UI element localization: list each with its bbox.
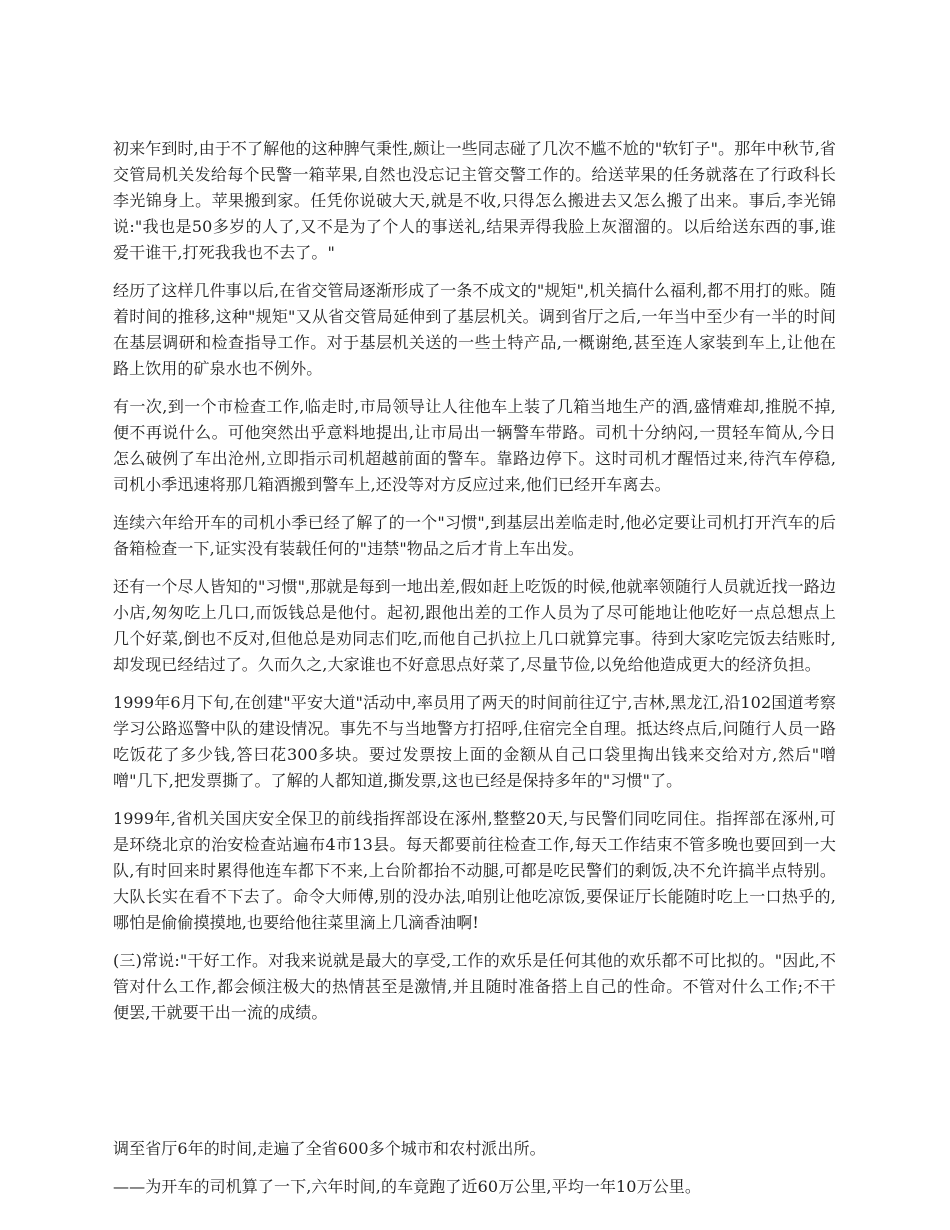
paragraph-7: 1999年,省机关国庆安全保卫的前线指挥部设在涿州,整整20天,与民警们同吃同住。指挥部在涿州,可是环绕北京的治安检查站遍布4市13县。每天都要前往检查工作,每天工作结束不管多晚也要回到一大队,有时回来时累得他连车都下不来,上台阶都抬不动腿,可都是吃民警们的剩饭,决不允许搞半点特别。大队长实在看不下去了。命令大师傅,别的没办法,咱别让他吃凉饭,要保证厅长能随时吃上一口热乎的,哪怕是偷偷摸摸地,也要给他往菜里滴上几滴香油啊! <box>113 809 836 932</box>
tail-paragraph-2: ——为开车的司机算了一下,六年时间,的车竟跑了近60万公里,平均一年10万公里。 <box>113 1177 701 1196</box>
paragraph-6: 1999年6月下旬,在创建"平安大道"活动中,率员用了两天的时间前往辽宁,吉林,黑龙江,沿102国道考察学习公路巡警中队的建设情况。事先不与当地警方打招呼,住宿完全自理。抵达终点后,问随行人员一路吃饭花了多少钱,答曰花300多块。要过发票按上面的金额从自己口袋里掏出钱来交给对方,然后"噌噌"几下,把发票撕了。了解的人都知道,撕发票,这也已经是保持多年的"习惯"了。 <box>113 693 836 790</box>
tail-paragraph-1: 调至省厅6年的时间,走遍了全省600多个城市和农村派出所。 <box>113 1139 546 1158</box>
document-body <box>113 136 836 1212</box>
paragraph-3: 有一次,到一个市检查工作,临走时,市局领导让人往他车上装了几箱当地生产的酒,盛情难却,推脱不掉,便不再说什么。可他突然出乎意料地提出,让市局出一辆警车带路。司机十分纳闷,一贯轻车简从,今日怎么破例了车出沧州,立即指示司机超越前面的警车。靠路边停下。这时司机才醒悟过来,待汽车停稳,司机小季迅速将那几箱酒搬到警车上,还没等对方反应过来,他们已经开车离去。 <box>113 397 836 494</box>
paragraph-2: 经历了这样几件事以后,在省交管局逐渐形成了一条不成文的"规矩",机关搞什么福利,都不用打的账。随着时间的推移,这种"规矩"又从省交管局延伸到了基层机关。调到省厅之后,一年当中至少有一半的时间在基层调研和检查指导工作。对于基层机关送的一些土特产品,一概谢绝,甚至连人家装到车上,让他在路上饮用的矿泉水也不例外。 <box>113 281 836 378</box>
paragraph-8: (三)常说:"干好工作。对我来说就是最大的享受,工作的欢乐是任何其他的欢乐都不可比拟的。"因此,不管对什么工作,都会倾注极大的热情甚至是激情,并且随时准备搭上自己的性命。不管对什么工作;不干便罢,干就要干出一流的成绩。 <box>113 951 836 1022</box>
section-gap <box>113 1038 836 1136</box>
paragraph-1: 初来乍到时,由于不了解他的这种脾气秉性,颇让一些同志碰了几次不尴不尬的"软钉子"。那年中秋节,省交管局机关发给每个民警一箱苹果,自然也没忘记主管交警工作的。给送苹果的任务就落在了行政科长李光锦身上。苹果搬到家。任凭你说破大天,就是不收,只得怎么搬进去又怎么搬了出来。事后,李光锦说:"我也是50多岁的人了,又不是为了个人的事送礼,结果弄得我脸上灰溜溜的。以后给送东西的事,谁爱干谁干,打死我我也不去了。" <box>113 139 836 262</box>
paragraph-4: 连续六年给开车的司机小季已经了解了的一个"习惯",到基层出差临走时,他必定要让司机打开汽车的后备箱检查一下,证实没有装载任何的"违禁"物品之后才肯上车出发。 <box>113 513 836 558</box>
paragraph-5: 还有一个尽人皆知的"习惯",那就是每到一地出差,假如赶上吃饭的时候,他就率领随行人员就近找一路边小店,匆匆吃上几口,而饭钱总是他付。起初,跟他出差的工作人员为了尽可能地让他吃好一点总想点上几个好菜,倒也不反对,但他总是劝同志们吃,而他自己扒拉上几口就算完事。待到大家吃完饭去结账时,却发现已经结过了。久而久之,大家谁也不好意思点好菜了,尽量节俭,以免给他造成更大的经济负担。 <box>113 577 836 674</box>
